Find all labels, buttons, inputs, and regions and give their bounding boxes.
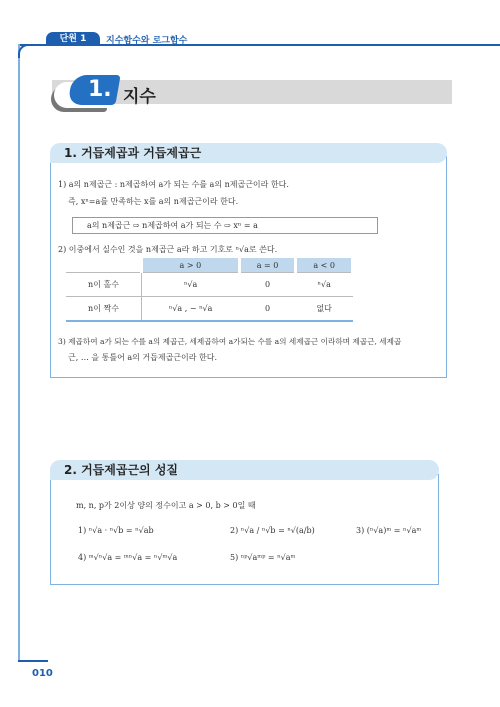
nth-root-table	[66, 258, 354, 322]
table-row	[66, 297, 353, 322]
table-cell: 0	[239, 297, 296, 322]
table-row	[66, 273, 353, 297]
table-cell: ⁿ√a	[296, 273, 353, 297]
definition-box: a의 n제곱근 ⇨ n제곱하여 a가 되는 수 ⇨ xⁿ = a	[72, 217, 378, 234]
section2-intro: m, n, p가 2이상 양의 정수이고 a > 0, b > 0일 때	[76, 501, 256, 510]
unit-label: 단원 1	[46, 32, 100, 46]
table-cell: 0	[239, 273, 296, 297]
section1-line1: 1) a의 n제곱근 : n제곱하여 a가 되는 수를 a의 n제곱근이라 한다.	[58, 180, 289, 189]
table-cell: 없다	[296, 297, 353, 322]
property-4: 4) ᵐ√ⁿ√a = ᵐⁿ√a = ⁿ√ᵐ√a	[78, 553, 178, 562]
page-frame-corner	[18, 44, 32, 58]
chapter-title: 지수	[123, 87, 156, 107]
property-3: 3) (ⁿ√a)ᵐ = ⁿ√aᵐ	[356, 526, 422, 535]
page-frame-bottom	[18, 660, 48, 662]
table-row-label: n이 짝수	[66, 297, 142, 322]
section1-line5: 근, … 을 통틀어 a의 거듭제곱근이라 한다.	[68, 353, 218, 362]
section1-title: 1. 거듭제곱과 거듭제곱근	[50, 143, 447, 163]
unit-title: 지수함수와 로그함수	[106, 36, 188, 46]
table-header-cell: a = 0	[239, 258, 296, 273]
table-header-cell: a > 0	[142, 258, 240, 273]
table-row-label: n이 홀수	[66, 273, 142, 297]
table-cell: ⁿ√a	[142, 273, 240, 297]
table-cell: ⁿ√a , − ⁿ√a	[142, 297, 240, 322]
section1-line3: 2) 이중에서 실수인 것을 n제곱근 a라 하고 기호로 ⁿ√a로 쓴다.	[58, 245, 278, 254]
chapter-number: 1.	[88, 77, 112, 102]
section1-line4: 3) 제곱하여 a가 되는 수를 a의 제곱근, 세제곱하여 a가되는 수를 a의 세제곱근 이라하며 제곱근, 세제곱	[58, 337, 402, 346]
property-5: 5) ⁿᵖ√aᵐᵖ = ⁿ√aᵐ	[230, 553, 296, 562]
property-1: 1) ⁿ√a · ⁿ√b = ⁿ√ab	[78, 526, 154, 535]
table-header-cell: a < 0	[296, 258, 353, 273]
section2-title: 2. 거듭제곱근의 성질	[50, 460, 439, 480]
page-number: 010	[32, 668, 53, 679]
section1-line2: 즉, xⁿ=a를 만족하는 x를 a의 n제곱근이라 한다.	[68, 197, 239, 206]
property-2: 2) ⁿ√a / ⁿ√b = ⁿ√(a/b)	[230, 526, 315, 535]
page-frame-left	[18, 44, 20, 662]
table-header-row	[66, 258, 353, 273]
